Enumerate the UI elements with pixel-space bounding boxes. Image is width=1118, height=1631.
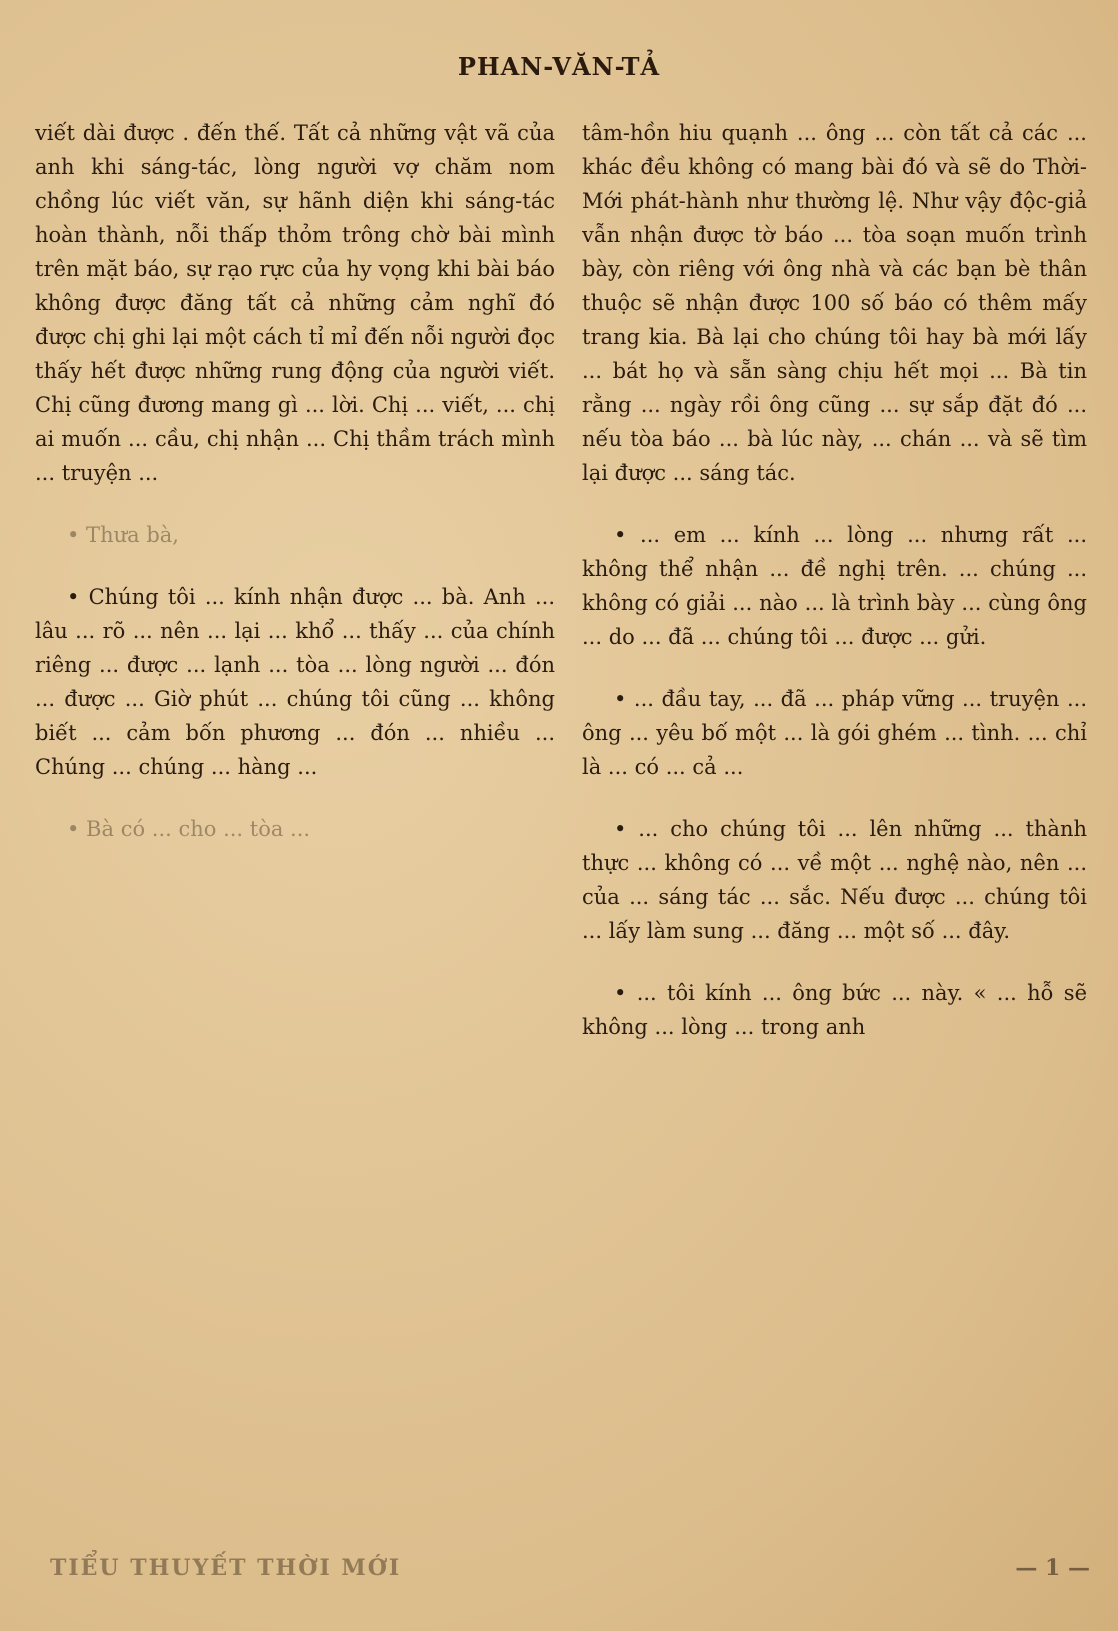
left-paragraph-4: • Bà có ... cho ... tòa ... bbox=[67, 817, 311, 841]
left-paragraph-3: • Chúng tôi ... kính nhận được ... bà. Anh ... lâu ... rõ ... nên ... lại ... khổ ... thấy ... của chính riêng ... được ... lạnh ... tòa ... lòng người ... đón ... được ... Giờ phút ... chúng tôi cũng ... không biết ... cảm bốn phương ... đón ... nhiều ... Chúng ... chúng ... hàng ... bbox=[35, 585, 555, 779]
left-paragraph-1: viết dài được . đến thế. Tất cả những vật vã của anh khi sáng-tác, lòng người vợ chăm nom chồng lúc viết văn, sự hãnh diện khi sáng-tác hoàn thành, nỗi thấp thỏm trông chờ bài mình trên mặt báo, sự rạo rực của hy vọng khi bài báo không được đăng tất cả những cảm nghĩ đó được chị ghi lại một cách tỉ mỉ đến nỗi người đọc thấy hết được những rung động của người viết. Chị cũng đương mang gì ... lời. Chị ... viết, ... chị ai muốn ... cầu, chị nhận ... Chị thầm trách mình ... truyện ... bbox=[35, 121, 555, 485]
right-paragraph-4: • ... cho chúng tôi ... lên những ... thành thực ... không có ... về một ... nghệ nào, nên ... của ... sáng tác ... sắc. Nếu được ... chúng tôi ... lấy làm sung ... đăng ... một số ... đây. bbox=[582, 817, 1087, 943]
page-header: PHAN-VĂN-TẢ bbox=[457, 52, 661, 81]
right-paragraph-5: • ... tôi kính ... ông bức ... này. « ... hỗ sẽ không ... lòng ... trong anh bbox=[582, 981, 1087, 1039]
right-column bbox=[582, 116, 1087, 1072]
right-paragraph-1: tâm-hồn hiu quạnh ... ông ... còn tất cả các ... khác đều không có mang bài đó và sẽ do Thời-Mới phát-hành như thường lệ. Như vậy độc-giả vẫn nhận được tờ báo ... tòa soạn muốn trình bày, còn riêng với ông nhà và các bạn bè thân thuộc sẽ nhận được 100 số báo có thêm mấy trang kia. Bà lại cho chúng tôi hay bà mới lấy ... bát họ và sẵn sàng chịu hết mọi ... Bà tin rằng ... ngày rồi ông cũng ... sự sắp đặt đó ... nếu tòa báo ... bà lúc này, ... chán ... và sẽ tìm lại được ... sáng tác. bbox=[582, 121, 1087, 485]
right-paragraph-2: • ... em ... kính ... lòng ... nhưng rất ... không thể nhận ... đề nghị trên. ... chúng ... không có giải ... nào ... là trình bày ... cùng ông ... do ... đã ... chúng tôi ... được ... gửi. bbox=[582, 523, 1087, 649]
page-number: — 1 — bbox=[1015, 1555, 1090, 1581]
right-paragraph-3: • ... đầu tay, ... đã ... pháp vững ... truyện ... ông ... yêu bố một ... là gói ghém ... tình. ... chỉ là ... có ... cả ... bbox=[582, 687, 1087, 779]
footer-publication: TIỂU THUYẾT THỜI MỚI bbox=[50, 1555, 402, 1581]
left-column bbox=[35, 116, 555, 874]
left-paragraph-2: • Thưa bà, bbox=[67, 523, 179, 547]
